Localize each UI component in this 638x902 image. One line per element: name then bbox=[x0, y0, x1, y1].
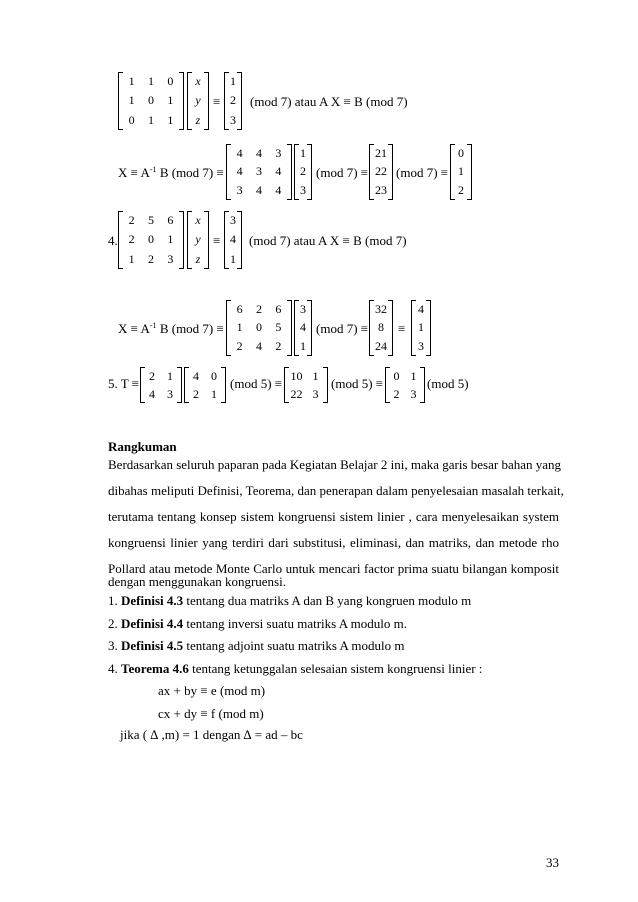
eq5-mid1: (mod 5) ≡ bbox=[230, 376, 283, 391]
eq1-text: (mod 7) atau A X ≡ B (mod 7) bbox=[250, 94, 408, 109]
eq2-mid1: (mod 7) ≡ bbox=[316, 165, 369, 180]
vector-x-eq1: x y z bbox=[187, 72, 209, 130]
eq4-mid2: ≡ bbox=[398, 321, 406, 336]
list-item: 3. Definisi 4.5 tentang adjoint suatu matriks A modulo m bbox=[108, 638, 405, 653]
eq5-mid2: (mod 5) ≡ bbox=[331, 376, 384, 391]
vector-r2-eq4: 4 1 3 bbox=[411, 300, 431, 356]
matrix-m1-eq5: 2 1 4 3 bbox=[140, 367, 182, 403]
matrix-m4-eq5: 0 1 2 3 bbox=[385, 367, 425, 403]
summary-line-4: kongruensi linier yang terdiri dari substitusi, eliminasi, dan matriks, dan metode rho bbox=[108, 535, 559, 550]
matrix-m2-eq5: 4 0 2 1 bbox=[184, 367, 226, 403]
eq4-mid1: (mod 7) ≡ bbox=[316, 321, 369, 336]
summary-line-1: Berdasarkan seluruh paparan pada Kegiatan Belajar 2 ini, maka garis besar bahan yang bbox=[108, 457, 562, 472]
eq4-lhs: $X \equiv A^{-1}$ B (mod 7) ≡ bbox=[118, 321, 224, 336]
vector-r1-eq2: 21 22 23 bbox=[369, 144, 393, 200]
theorem-eq-a: ax + by ≡ e (mod m) bbox=[158, 683, 266, 698]
summary-line-3: terutama tentang konsep sistem kongruensi sistem linier , cara menyelesaikan system bbox=[108, 509, 559, 524]
list-item: 1. Definisi 4.3 tentang dua matriks A dan B yang kongruen modulo m bbox=[108, 593, 472, 608]
eq3-text: (mod 7) atau A X ≡ B (mod 7) bbox=[249, 233, 407, 248]
vector-r1-eq4: 32 8 24 bbox=[369, 300, 393, 356]
vector-x-eq3: x y z bbox=[187, 211, 209, 269]
eq5-end: (mod 5) bbox=[427, 376, 469, 391]
page-number: 33 bbox=[546, 855, 559, 870]
vector-b-eq1: 1 2 3 bbox=[224, 72, 242, 130]
matrix-ainv-eq4: 6 2 6 1 0 5 2 4 2 bbox=[226, 300, 292, 356]
list-item: 4. Teorema 4.6 tentang ketunggalan selesaian sistem kongruensi linier : bbox=[108, 661, 483, 676]
matrix-m3-eq5: 10 1 22 3 bbox=[284, 367, 328, 403]
summary-line-2: dibahas meliputi Definisi, Teorema, dan penerapan dalam penyelesaian masalah terkait, bbox=[108, 483, 564, 498]
summary-heading: Rangkuman bbox=[108, 439, 177, 454]
matrix-a-eq1: 1 1 0 1 0 1 0 1 1 bbox=[118, 72, 184, 130]
matrix-ainv-eq2: 4 4 3 4 3 4 3 4 4 bbox=[226, 144, 292, 200]
equiv-eq3: ≡ bbox=[213, 233, 221, 248]
list-item: 2. Definisi 4.4 tentang inversi suatu matriks A modulo m. bbox=[108, 616, 407, 631]
vector-b-eq4: 3 4 1 bbox=[294, 300, 312, 356]
matrix-a-eq3: 2 5 6 2 0 1 1 2 3 bbox=[118, 211, 184, 269]
eq2-lhs: $X \equiv A^{-1}$ B (mod 7) ≡ bbox=[118, 165, 224, 180]
vector-b-eq3: 3 4 1 bbox=[224, 211, 242, 269]
eq3-label: 4. bbox=[108, 233, 118, 248]
summary-line-6: dengan menggunakan kongruensi. bbox=[108, 574, 286, 589]
equiv-eq1: ≡ bbox=[213, 94, 221, 109]
vector-b-eq2: 1 2 3 bbox=[294, 144, 312, 200]
theorem-eq-b: cx + dy ≡ f (mod m) bbox=[158, 706, 264, 721]
eq2-mid2: (mod 7) ≡ bbox=[396, 165, 449, 180]
theorem-condition: jika ( ∆ ,m) = 1 dengan ∆ = ad – bc bbox=[120, 727, 303, 742]
eq5-lhs: 5. T ≡ bbox=[108, 376, 140, 391]
summary-line-5: Pollard atau metode Monte Carlo untuk mencari factor prima suatu bilangan komposit bbox=[108, 561, 559, 576]
vector-r2-eq2: 0 1 2 bbox=[450, 144, 472, 200]
